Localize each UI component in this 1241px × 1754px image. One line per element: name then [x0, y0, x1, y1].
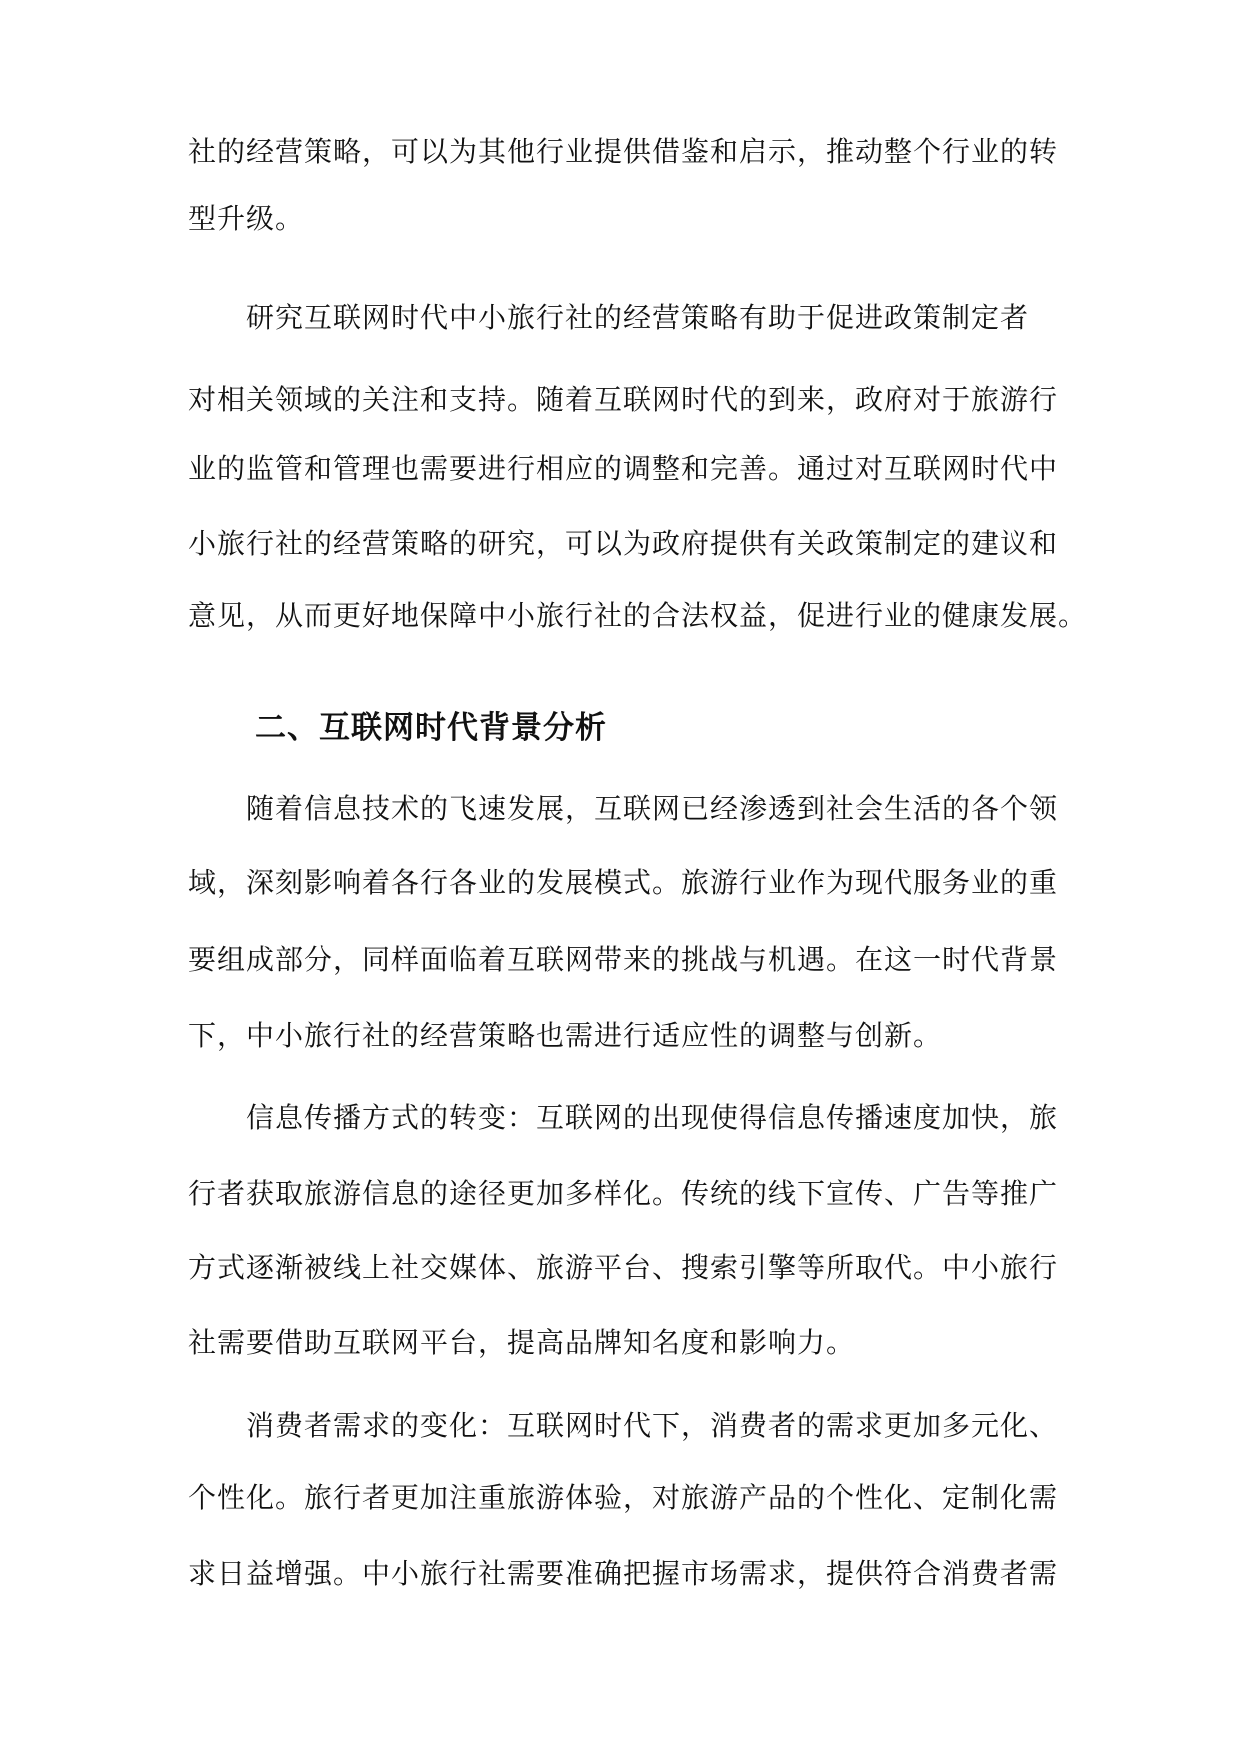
- paragraph-line: 域，深刻影响着各行各业的发展模式。旅游行业作为现代服务业的重: [188, 866, 1059, 899]
- paragraph-line: 方式逐渐被线上社交媒体、旅游平台、搜索引擎等所取代。中小旅行: [188, 1251, 1059, 1284]
- paragraph-line: 求日益增强。中小旅行社需要准确把握市场需求，提供符合消费者需: [188, 1557, 1059, 1590]
- paragraph-line: 个性化。旅行者更加注重旅游体验，对旅游产品的个性化、定制化需: [188, 1481, 1059, 1514]
- paragraph-line: 随着信息技术的飞速发展，互联网已经渗透到社会生活的各个领: [246, 792, 1059, 825]
- section-heading: 二、互联网时代背景分析: [255, 710, 607, 746]
- paragraph-line: 研究互联网时代中小旅行社的经营策略有助于促进政策制定者: [246, 301, 1030, 334]
- paragraph-line: 型升级。: [188, 202, 305, 235]
- paragraph-line: 要组成部分，同样面临着互联网带来的挑战与机遇。在这一时代背景: [188, 943, 1059, 976]
- paragraph-line: 业的监管和管理也需要进行相应的调整和完善。通过对互联网时代中: [188, 452, 1059, 485]
- paragraph-line: 小旅行社的经营策略的研究，可以为政府提供有关政策制定的建议和: [188, 527, 1059, 560]
- paragraph-line: 意见，从而更好地保障中小旅行社的合法权益，促进行业的健康发展。: [188, 599, 1088, 632]
- paragraph-line: 对相关领域的关注和支持。随着互联网时代的到来，政府对于旅游行: [188, 383, 1059, 416]
- paragraph-line: 信息传播方式的转变：互联网的出现使得信息传播速度加快，旅: [246, 1101, 1059, 1134]
- paragraph-line: 下，中小旅行社的经营策略也需进行适应性的调整与创新。: [188, 1019, 943, 1052]
- paragraph-line: 行者获取旅游信息的途径更加多样化。传统的线下宣传、广告等推广: [188, 1177, 1059, 1210]
- paragraph-line: 社需要借助互联网平台，提高品牌知名度和影响力。: [188, 1326, 856, 1359]
- paragraph-line: 社的经营策略，可以为其他行业提供借鉴和启示，推动整个行业的转: [188, 135, 1059, 168]
- paragraph-line: 消费者需求的变化：互联网时代下，消费者的需求更加多元化、: [246, 1409, 1059, 1442]
